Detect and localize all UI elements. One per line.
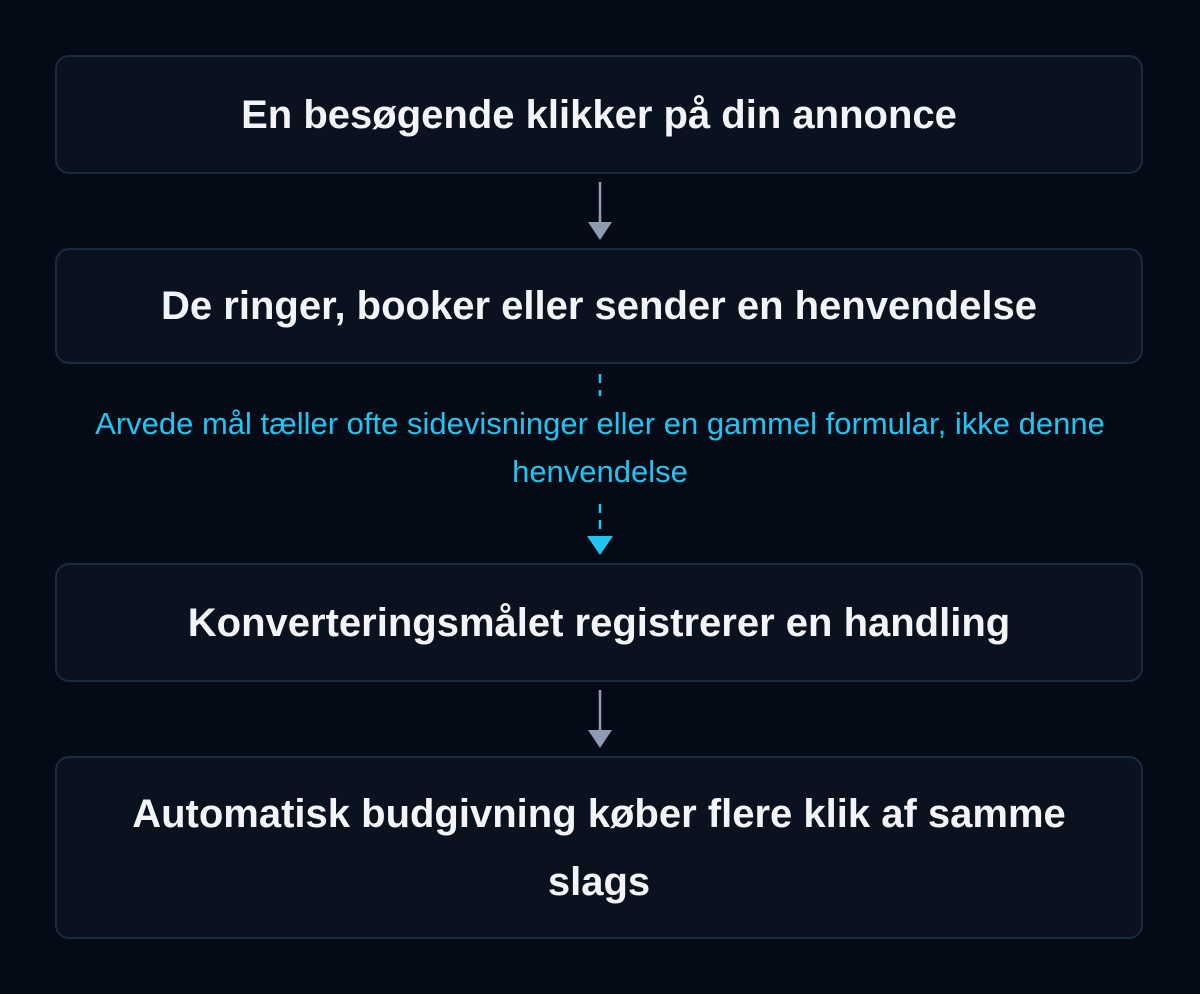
flow-arrow-1	[0, 180, 1200, 244]
flow-step-visitor-clicks	[55, 55, 1143, 174]
dashed-connector-top	[0, 370, 1200, 400]
arrow-head	[588, 222, 612, 240]
step-label: Automatisk budgivning køber flere klik af samme slags	[132, 791, 1066, 904]
flow-arrow-4	[0, 688, 1200, 752]
arrow-head	[588, 730, 612, 748]
step-label: De ringer, booker eller sender en henvendelse	[161, 284, 1037, 328]
flow-step-conversion-goal	[55, 563, 1143, 682]
arrow-head	[587, 536, 613, 555]
step-label: En besøgende klikker på din annonce	[241, 92, 957, 137]
step-label: Konverteringsmålet registrerer en handling	[187, 600, 1011, 645]
annotation-inherited-goals: Arvede mål tæller ofte sidevisninger eller en gammel formular, ikke denne henvendelse	[95, 406, 1105, 489]
flow-step-auto-bidding	[55, 756, 1143, 939]
flow-step-contact	[55, 248, 1143, 364]
dashed-arrow-3	[0, 500, 1200, 560]
